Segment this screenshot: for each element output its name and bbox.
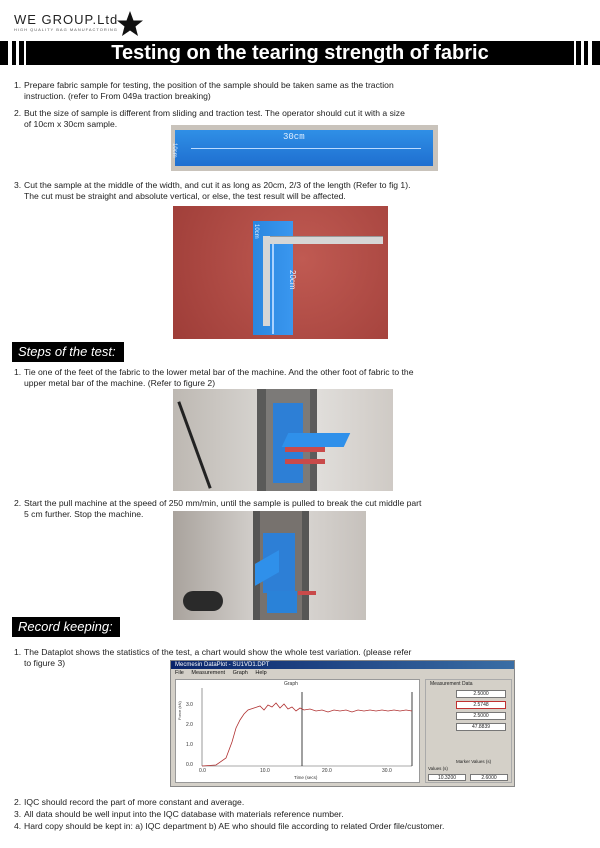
dataplot-menubar — [171, 669, 515, 677]
sample-width-label: 10cm — [171, 143, 177, 158]
page-header — [0, 0, 600, 40]
xtick-10: 10.0 — [260, 768, 270, 774]
value-field-3[interactable]: 2.5000 — [456, 712, 506, 720]
steps-heading: Steps of the test: — [12, 342, 124, 362]
machine-setup-photo — [173, 389, 393, 491]
intro-step-1: 1. Prepare fabric sample for testing, the position of the sample should be taken same as the traction instruction. (refer to From 049a traction breaking) — [14, 80, 394, 101]
star-logo-icon — [116, 10, 144, 38]
page-title: Testing on the tearing strength of fabric — [111, 42, 489, 64]
ytick-1: 1.0 — [186, 742, 193, 748]
xtick-20: 20.0 — [322, 768, 332, 774]
cut-length-label: 20cm — [288, 270, 297, 290]
cut-sample-photo — [173, 206, 388, 339]
record-heading: Record keeping: — [12, 617, 120, 637]
dataplot-graph-panel — [175, 679, 420, 783]
test-step-1: 1. Tie one of the feet of the fabric to the lower metal bar of the machine. And the other foot of fabric to the upper metal bar of the machine. (Refer to figure 2) — [14, 367, 414, 388]
xtick-0: 0.0 — [199, 768, 206, 774]
brand-tagline: HIGH QUALITY BAG MANUFACTORING — [14, 27, 118, 32]
force-curve-chart — [176, 680, 419, 782]
value-field-2[interactable]: 2.5748 — [456, 701, 506, 709]
record-step-1: 1. The Dataplot shows the statistics of the test, a chart would show the whole test variation. (please refer to figure 3) — [14, 647, 412, 668]
ytick-2: 2.0 — [186, 722, 193, 728]
panel-title: Measurement Data — [430, 681, 473, 687]
machine-pulling-photo — [173, 511, 366, 620]
dataplot-screenshot — [170, 660, 515, 787]
cut-width-label: 10cm — [253, 224, 259, 239]
dataplot-window-title: Mecmesin DataPlot - SU1VD1.DPT — [175, 662, 270, 668]
value-field-1[interactable]: 2.5000 — [456, 690, 506, 698]
marker-field-1[interactable]: 10.3200 — [428, 774, 466, 781]
measurement-panel — [425, 679, 512, 783]
menu-file[interactable]: File — [175, 670, 184, 676]
marker-field-2[interactable]: 2.6000 — [470, 774, 508, 781]
record-step-3: 3. All data should be well input into the IQC database with materials reference number. — [14, 809, 344, 819]
menu-measurement[interactable]: Measurement — [191, 670, 226, 676]
graph-label: Graph — [284, 681, 298, 687]
record-step-2: 2. IQC should record the part of more constant and average. — [14, 797, 245, 807]
ytick-3: 3.0 — [186, 702, 193, 708]
intro-step-3: 3. Cut the sample at the middle of the width, and cut it as long as 20cm, 2/3 of the length (Refer to fig 1). The cut must be straight and absolute vertical, or else, the test result will be affected. — [14, 180, 411, 201]
menu-graph[interactable]: Graph — [232, 670, 248, 676]
xlabel: Time (secs) — [294, 775, 318, 780]
menu-help[interactable]: Help — [255, 670, 267, 676]
record-step-4: 4. Hard copy should be kept in: a) IQC department b) AE who should file according to related Order file/customer. — [14, 821, 445, 831]
values-label: Values (s) — [428, 766, 448, 771]
test-step-2: 2. Start the pull machine at the speed of 250 mm/min, until the sample is pulled to break the cut middle part 5 cm further. Stop the machine. — [14, 498, 422, 519]
fabric-sample-photo — [171, 125, 438, 171]
ytick-0: 0.0 — [186, 762, 193, 768]
value-field-4[interactable]: 47.8839 — [456, 723, 506, 731]
intro-step-2: 2. But the size of sample is different from sliding and traction test. The operator should cut it with a size of 10cm x 30cm sample. — [14, 108, 405, 129]
xtick-30: 30.0 — [382, 768, 392, 774]
sample-length-label: 30cm — [283, 132, 305, 142]
ylabel: Force (kN) — [177, 701, 182, 720]
marker-values-label: Marker Values (s) — [456, 759, 492, 764]
brand-name: WE GROUP.Ltd — [14, 12, 119, 27]
